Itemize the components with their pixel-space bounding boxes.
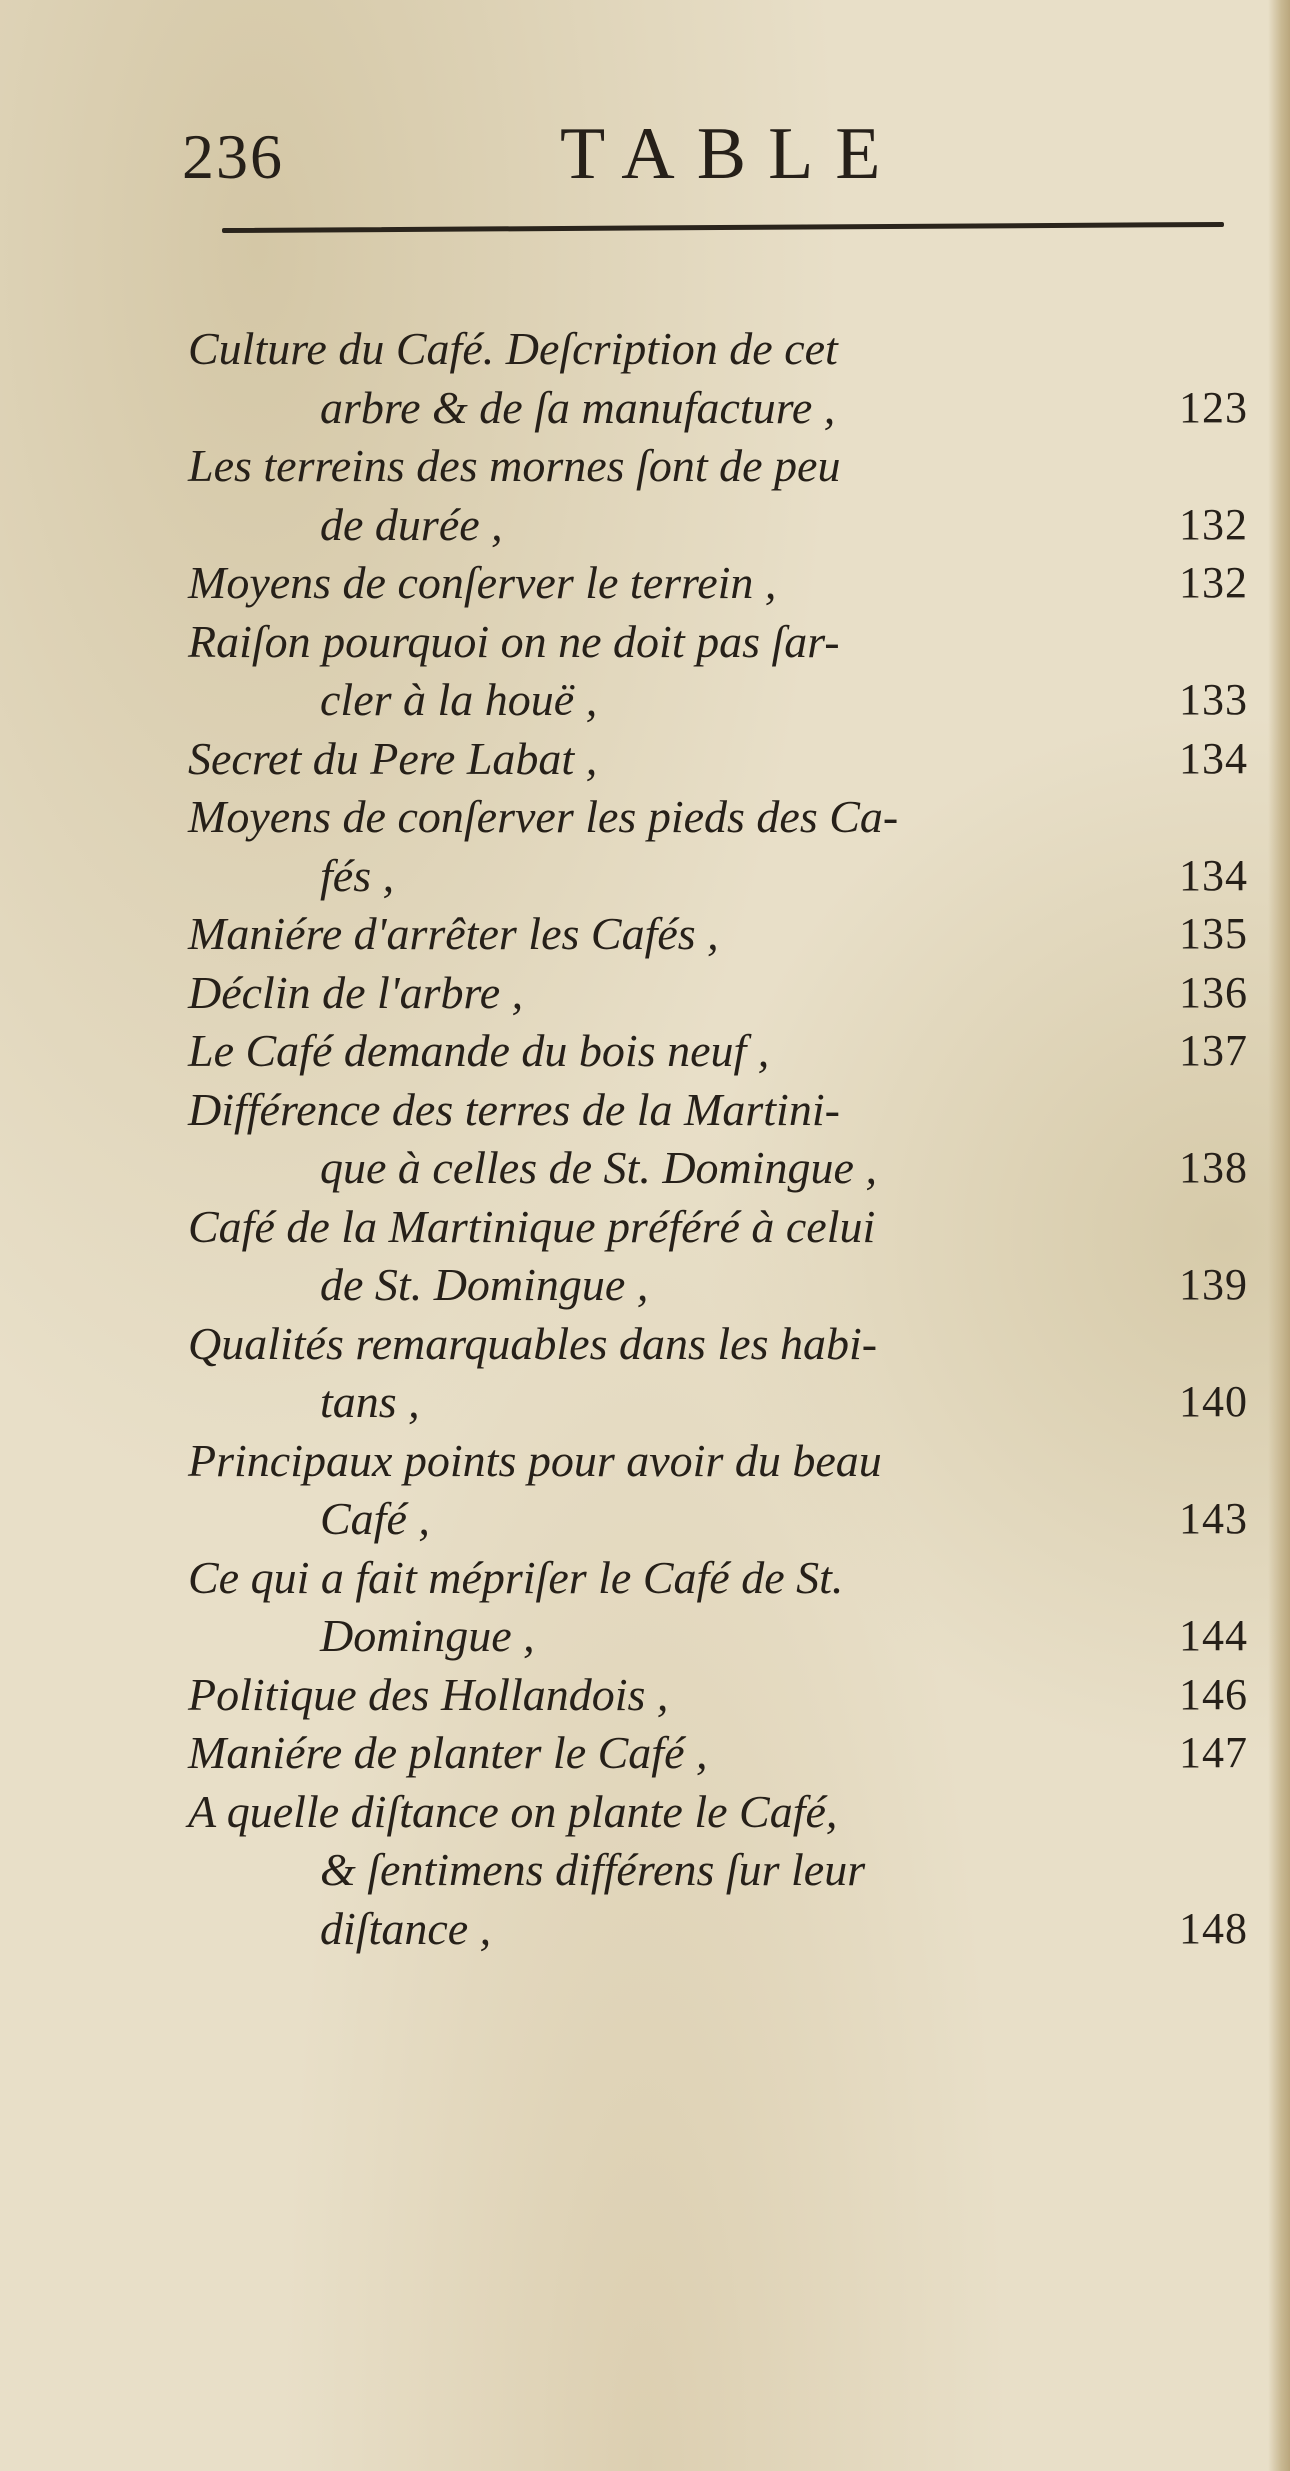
toc-entry-line	[188, 964, 1248, 1023]
toc-entry-text: de durée ,	[320, 498, 503, 550]
toc-page-number: 146	[1179, 1669, 1248, 1719]
toc-entry-text: Raiſon pourquoi on ne doit pas ſar-	[188, 615, 840, 667]
toc-entry-text: de St. Domingue ,	[320, 1259, 649, 1310]
toc-entry-text: A quelle diſtance on plante le Café,	[188, 1785, 838, 1837]
toc-entry-line	[188, 1666, 1248, 1725]
toc-entry-continuation	[188, 1373, 1248, 1432]
toc-page-number: 132	[1179, 558, 1248, 607]
toc-page-number: 139	[1179, 1260, 1248, 1309]
toc-page-number: 138	[1179, 1143, 1248, 1192]
toc-entry-text: Les terreins des mornes ſont de peu	[188, 440, 841, 491]
table-of-contents	[188, 320, 1248, 1958]
toc-entry	[188, 1783, 1248, 1959]
page-edge-shadow	[1268, 0, 1290, 2471]
toc-entry-text: Café de la Martinique préféré à celui	[188, 1200, 876, 1252]
toc-page-number: 132	[1179, 499, 1248, 549]
toc-entry-continuation	[188, 1256, 1248, 1315]
toc-entry-line	[188, 1783, 1248, 1842]
toc-entry	[188, 1081, 1248, 1198]
toc-entry-line	[188, 320, 1248, 379]
toc-entry-text: que à celles de St. Domingue ,	[320, 1142, 877, 1193]
toc-entry-continuation	[188, 847, 1248, 906]
toc-entry	[188, 437, 1248, 554]
toc-entry-text: cler à la houë ,	[320, 674, 598, 725]
toc-entry	[188, 964, 1248, 1023]
page-number: 236	[182, 121, 284, 192]
toc-entry	[188, 1315, 1248, 1432]
toc-entry-line	[188, 1724, 1248, 1783]
toc-entry-text: Secret du Pere Labat ,	[188, 732, 598, 784]
toc-entry	[188, 554, 1248, 613]
toc-entry-text: Moyens de conſerver les pieds des Ca-	[188, 791, 899, 842]
toc-entry-line	[188, 905, 1248, 964]
toc-entry-continuation	[188, 1490, 1248, 1549]
toc-entry-text: fés ,	[320, 849, 395, 901]
toc-entry-line	[188, 1022, 1248, 1081]
toc-entry-text: Moyens de conſerver le terrein ,	[188, 557, 777, 608]
toc-entry	[188, 905, 1248, 964]
toc-entry-line	[188, 1198, 1248, 1257]
toc-entry-line	[188, 788, 1248, 847]
toc-entry-text: Politique des Hollandois ,	[188, 1668, 669, 1720]
toc-entry-line	[188, 730, 1248, 789]
toc-entry	[188, 1198, 1248, 1315]
toc-page-number: 134	[1179, 850, 1248, 900]
toc-entry-line	[188, 613, 1248, 672]
toc-page-number: 148	[1179, 1903, 1248, 1953]
toc-entry-text: Déclin de l'arbre ,	[188, 966, 524, 1018]
toc-entry	[188, 1666, 1248, 1725]
toc-page-number: 144	[1179, 1611, 1248, 1660]
page-header	[182, 110, 1232, 210]
running-title: TABLE	[560, 113, 903, 195]
toc-entry-continuation	[188, 496, 1248, 555]
toc-entry-text: Culture du Café. Deſcription de cet	[188, 323, 838, 374]
toc-entry-line	[188, 1081, 1248, 1140]
toc-entry-text: tans ,	[320, 1376, 420, 1427]
toc-entry-text: diſtance ,	[320, 1902, 492, 1954]
toc-entry	[188, 320, 1248, 437]
toc-entry-text: Le Café demande du bois neuf ,	[188, 1025, 770, 1076]
toc-page-number: 137	[1179, 1026, 1248, 1075]
toc-entry-text: Ce qui a fait mépriſer le Café de St.	[188, 1551, 844, 1603]
toc-entry-continuation	[188, 1607, 1248, 1666]
toc-entry-continuation	[188, 671, 1248, 730]
toc-entry-line	[188, 1432, 1248, 1491]
toc-page-number: 140	[1179, 1377, 1248, 1426]
toc-page-number: 147	[1179, 1728, 1248, 1777]
toc-entry-text: Café ,	[320, 1493, 430, 1544]
toc-entry-text: Maniére de planter le Café ,	[188, 1727, 708, 1778]
toc-entry	[188, 730, 1248, 789]
toc-entry-continuation	[188, 379, 1248, 438]
toc-entry-text: Maniére d'arrêter les Cafés ,	[188, 908, 719, 959]
toc-entry	[188, 1022, 1248, 1081]
toc-entry	[188, 1432, 1248, 1549]
toc-entry-continuation	[188, 1841, 1248, 1900]
toc-page-number: 143	[1179, 1494, 1248, 1543]
header-rule	[222, 222, 1224, 233]
toc-page-number: 135	[1179, 909, 1248, 958]
toc-entry-text: Domingue ,	[320, 1610, 535, 1661]
toc-entry-text: arbre & de ſa manufacture ,	[320, 381, 836, 433]
toc-entry	[188, 613, 1248, 730]
toc-entry-text: Différence des terres de la Martini-	[188, 1083, 840, 1135]
toc-entry-line	[188, 1549, 1248, 1608]
toc-entry	[188, 1549, 1248, 1666]
toc-page-number: 133	[1179, 675, 1248, 724]
toc-entry-line	[188, 437, 1248, 496]
toc-entry-text: Principaux points pour avoir du beau	[188, 1434, 882, 1486]
toc-entry-text: & ſentimens différens ſur leur	[320, 1844, 866, 1895]
toc-page-number: 123	[1179, 382, 1248, 432]
toc-entry-continuation	[188, 1900, 1248, 1959]
toc-entry-line	[188, 554, 1248, 613]
toc-entry-line	[188, 1315, 1248, 1374]
toc-page-number: 136	[1179, 967, 1248, 1017]
toc-entry	[188, 788, 1248, 905]
toc-entry	[188, 1724, 1248, 1783]
toc-page-number: 134	[1179, 733, 1248, 783]
toc-entry-text: Qualités remarquables dans les habi-	[188, 1317, 878, 1369]
toc-entry-continuation	[188, 1139, 1248, 1198]
